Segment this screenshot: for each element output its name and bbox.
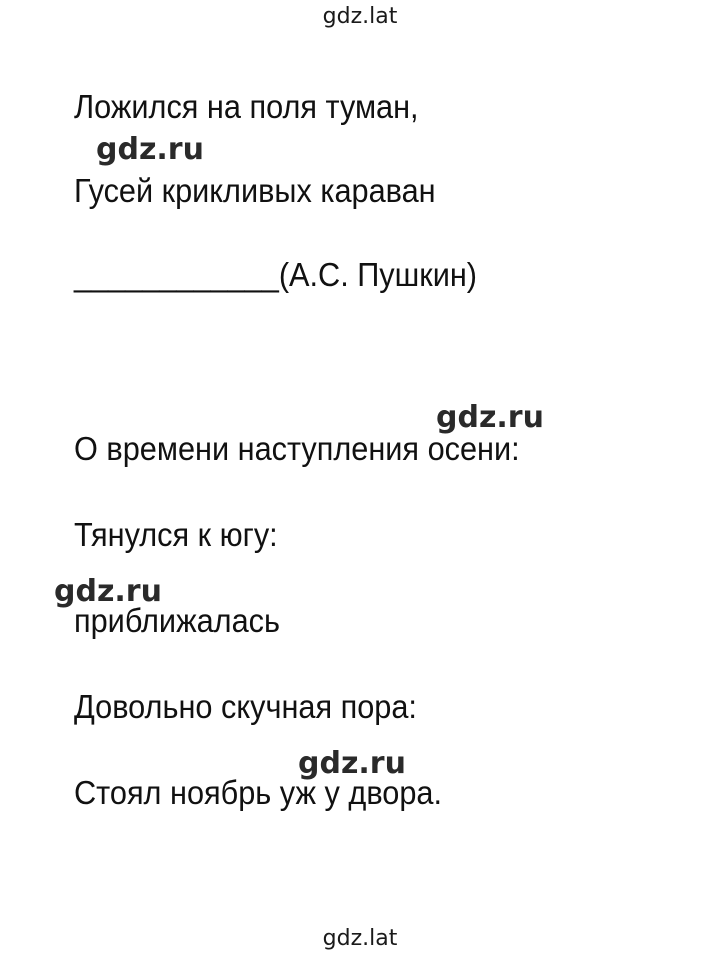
answer-approaching: приближалась bbox=[74, 602, 280, 639]
poem-line-1: Ложился на поля туман, bbox=[74, 88, 419, 125]
author-blank: ____________(А.С. Пушкин) bbox=[74, 256, 478, 293]
watermark-site-top: gdz.lat bbox=[322, 4, 398, 29]
poem-line-2: Гусей крикливых караван bbox=[74, 172, 436, 209]
watermark-stamp: gdz.ru bbox=[436, 400, 544, 435]
watermark-stamp: gdz.ru bbox=[54, 574, 162, 609]
answer-moving-south: Тянулся к югу: bbox=[74, 516, 278, 553]
watermark-site-bottom: gdz.lat bbox=[322, 926, 398, 951]
answer-november: Стоял ноябрь уж у двора. bbox=[74, 774, 443, 811]
watermark-stamp: gdz.ru bbox=[96, 132, 204, 167]
answer-season-start: О времени наступления осени: bbox=[74, 430, 520, 467]
watermark-stamp: gdz.ru bbox=[298, 746, 406, 781]
answer-boring-time: Довольно скучная пора: bbox=[74, 688, 417, 725]
